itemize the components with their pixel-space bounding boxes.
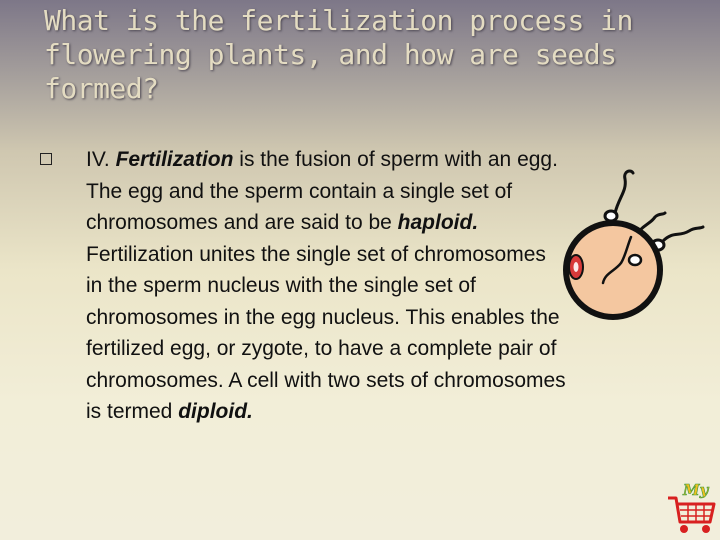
term-diploid: diploid. <box>178 400 253 423</box>
bullet-text-2: Fertilization unites the single set of chromosomes in the sperm nucleus with the single set of chromosomes in the egg nucleus. This enables the fertilized egg, or zygote, to have a complete pair of chromosomes. A cell with two sets of chromosomes is termed <box>86 242 566 423</box>
term-fertilization: Fertilization <box>115 148 234 171</box>
sperm-egg-illustration <box>555 165 705 325</box>
bullet-text-1: is the fusion of sperm with an egg. The egg and the sperm contain a single set of chromosomes and are said to be <box>86 148 558 234</box>
slide-title: What is the fertilization process in flowering plants, and how are seeds formed? <box>44 4 633 105</box>
entering-sperm-head <box>629 255 641 265</box>
bullet-square-icon <box>40 153 52 165</box>
sperm-tail-middle <box>639 213 665 231</box>
logo-text: My <box>683 481 709 499</box>
sperm-tail-top <box>615 171 633 213</box>
bullet-text <box>86 144 566 428</box>
bullet-prefix: IV. <box>86 148 116 171</box>
sperm-tail-right <box>663 227 703 241</box>
cart-logo-icon <box>666 478 718 538</box>
term-haploid: haploid. <box>397 211 479 234</box>
sperm-head-top <box>605 211 617 221</box>
